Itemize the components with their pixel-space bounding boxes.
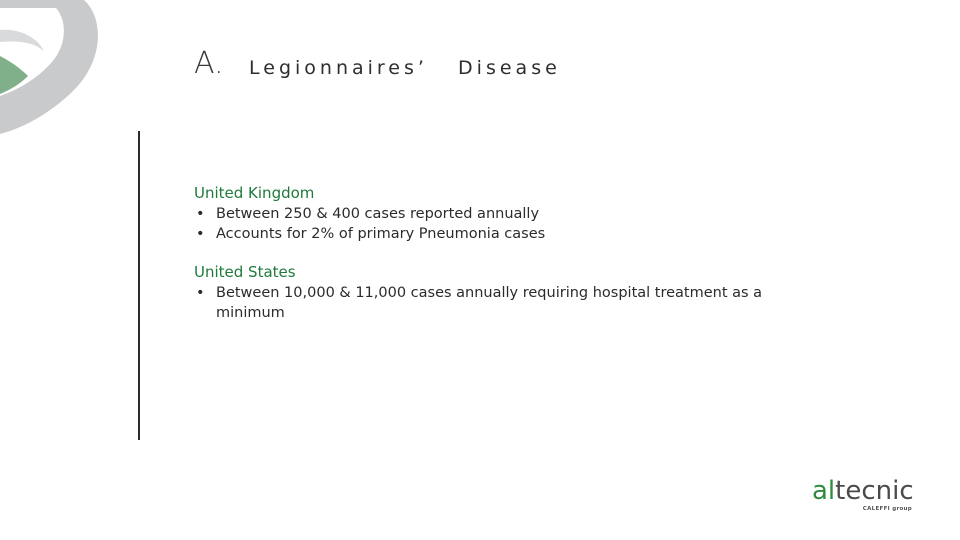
bullet-dot: • — [196, 285, 205, 301]
bullet-list-uk — [194, 204, 834, 244]
vertical-divider — [138, 131, 140, 440]
bullet-list-us — [194, 283, 834, 323]
logo-subtitle: CALEFFI group — [862, 506, 912, 512]
logo-wordmark-accent: al — [812, 476, 836, 506]
slide-content — [194, 182, 834, 323]
list-item — [194, 224, 834, 244]
slide-title-letter: A. — [194, 46, 224, 81]
list-item — [194, 204, 834, 224]
bullet-text: Accounts for 2% of primary Pneumonia cases — [216, 226, 546, 242]
altecnic-logo — [812, 476, 916, 514]
bullet-dot: • — [196, 206, 205, 222]
logo-wordmark — [812, 476, 914, 506]
section-heading-us: United States — [194, 263, 296, 281]
slide-title: Legionnaires’ Disease — [249, 57, 561, 79]
inner-gray-curve — [0, 30, 44, 52]
logo-wordmark-rest: tecnic — [835, 476, 914, 506]
bullet-text: Between 250 & 400 cases reported annually — [216, 206, 540, 222]
decorative-corner-shape — [0, 0, 110, 140]
list-item — [194, 283, 834, 323]
section-heading-uk: United Kingdom — [194, 184, 315, 202]
bullet-text: Between 10,000 & 11,000 cases annually requiring hospital treatment as a minimum — [216, 285, 763, 321]
bullet-dot: • — [196, 226, 205, 242]
